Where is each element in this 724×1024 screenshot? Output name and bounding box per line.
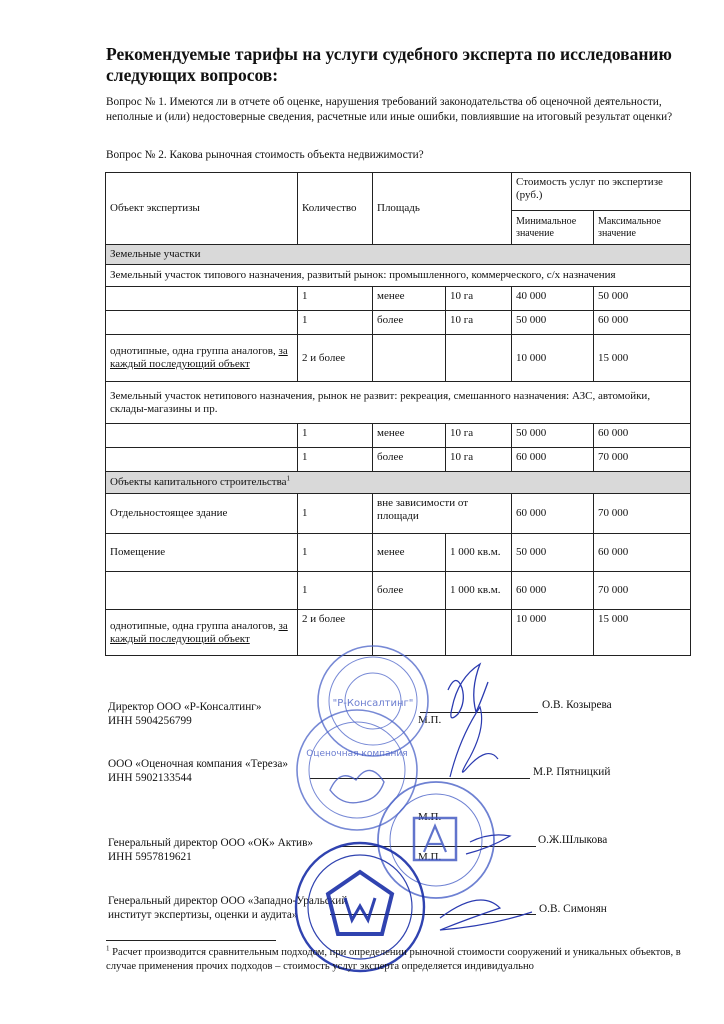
signatory-name: М.Р. Пятницкий	[533, 766, 611, 778]
tariff-table	[105, 172, 691, 656]
table-row: Помещение 1 менее 1 000 кв.м. 50 000 60 000	[106, 534, 691, 572]
table-row: 1 менее 10 га 50 000 60 000	[106, 424, 691, 448]
stamp-2-label: Оценочная компания	[306, 749, 408, 759]
handwritten-signature-1	[448, 664, 488, 718]
signatory-name: О.Ж.Шлыкова	[538, 834, 608, 846]
handwritten-signature-2	[450, 707, 498, 777]
subsection-typical: Земельный участок типового назначения, развитый рынок: промышленного, коммерческого, с/х назначения	[106, 265, 691, 287]
section-capital: Объекты капитального строительства$^1$	[106, 472, 691, 494]
subsection-nontypical: Земельный участок нетипового назначения, рынок не развит: рекреация, смешанного назначения: АЗС, автомойки, склады-магазины и пр.	[106, 382, 691, 424]
signature-block-2: ООО «Оценочная компания «Тереза» ИНН 5902133544	[108, 758, 289, 784]
signatory-name: О.В. Козырева	[542, 699, 612, 711]
document-title: Рекомендуемые тарифы на услуги судебного эксперта по исследованию следующих вопросов:	[106, 44, 672, 85]
handwritten-signature-3	[466, 835, 510, 854]
header-quantity: Количество	[298, 173, 373, 245]
table-row: 1 менее 10 га 40 000 50 000	[106, 287, 691, 311]
table-row: 1 более 1 000 кв.м. 60 000 70 000	[106, 572, 691, 610]
seal-mark: М.П.	[418, 851, 442, 863]
header-max: Максимальное значение	[594, 211, 691, 245]
signature-line	[420, 712, 538, 713]
stamp-ok-aktiv	[378, 782, 494, 898]
header-cost: Стоимость услуг по экспертизе (руб.)	[512, 173, 691, 211]
stamp-tereza	[297, 710, 417, 830]
footnote-divider	[106, 940, 276, 941]
stamp-r-consulting	[318, 646, 428, 756]
table-row: Отдельностоящее здание 1 вне зависимости от площади 60 000 70 000	[106, 494, 691, 534]
signature-block-4: Генеральный директор ООО «Западно-Уральский институт экспертизы, оценки и аудита»	[108, 895, 348, 921]
signature-line	[330, 914, 536, 915]
seal-mark: М.П.	[418, 714, 442, 726]
stamp-1-label: "Р-Консалтинг"	[332, 698, 414, 709]
table-row: 1 более 10 га 60 000 70 000	[106, 448, 691, 472]
footnote: $^1$ Расчет производится сравнительным подходом, при определении рыночной стоимости сооружений и уникальных объектов, в случае применения прочих подходов – стоимость услуг эксперта определяется индивидуально	[106, 944, 681, 972]
header-min: Минимальное значение	[512, 211, 594, 245]
header-object: Объект экспертизы	[106, 173, 298, 245]
seal-mark: М.П.	[418, 811, 442, 823]
table-row: однотипные, одна группа аналогов, за каждый последующий объект 2 и более 10 000 15 000	[106, 335, 691, 382]
question-2: Вопрос № 2. Какова рыночная стоимость объекта недвижимости?	[106, 149, 424, 161]
signature-line	[340, 846, 536, 847]
signatory-name: О.В. Симонян	[539, 903, 607, 915]
signature-block-1: Директор ООО «Р-Консалтинг» ИНН 5904256799	[108, 701, 262, 727]
handwritten-signature-4	[440, 900, 532, 930]
section-land: Земельные участки	[106, 245, 691, 265]
question-1: Вопрос № 1. Имеются ли в отчете об оценке, нарушения требований законодательства об оценочной деятельности, неполные и (или) недостоверные сведения, расчетные или иные ошибки, повлиявшие на итоговый результат оценки?	[106, 96, 673, 123]
table-row: 1 более 10 га 50 000 60 000	[106, 311, 691, 335]
table-row: однотипные, одна группа аналогов, за каждый последующий объект 2 и более 10 000 15 000	[106, 610, 691, 656]
header-area: Площадь	[373, 173, 512, 245]
signature-line	[310, 778, 530, 779]
signature-block-3: Генеральный директор ООО «ОК» Актив» ИНН 5957819621	[108, 837, 314, 863]
